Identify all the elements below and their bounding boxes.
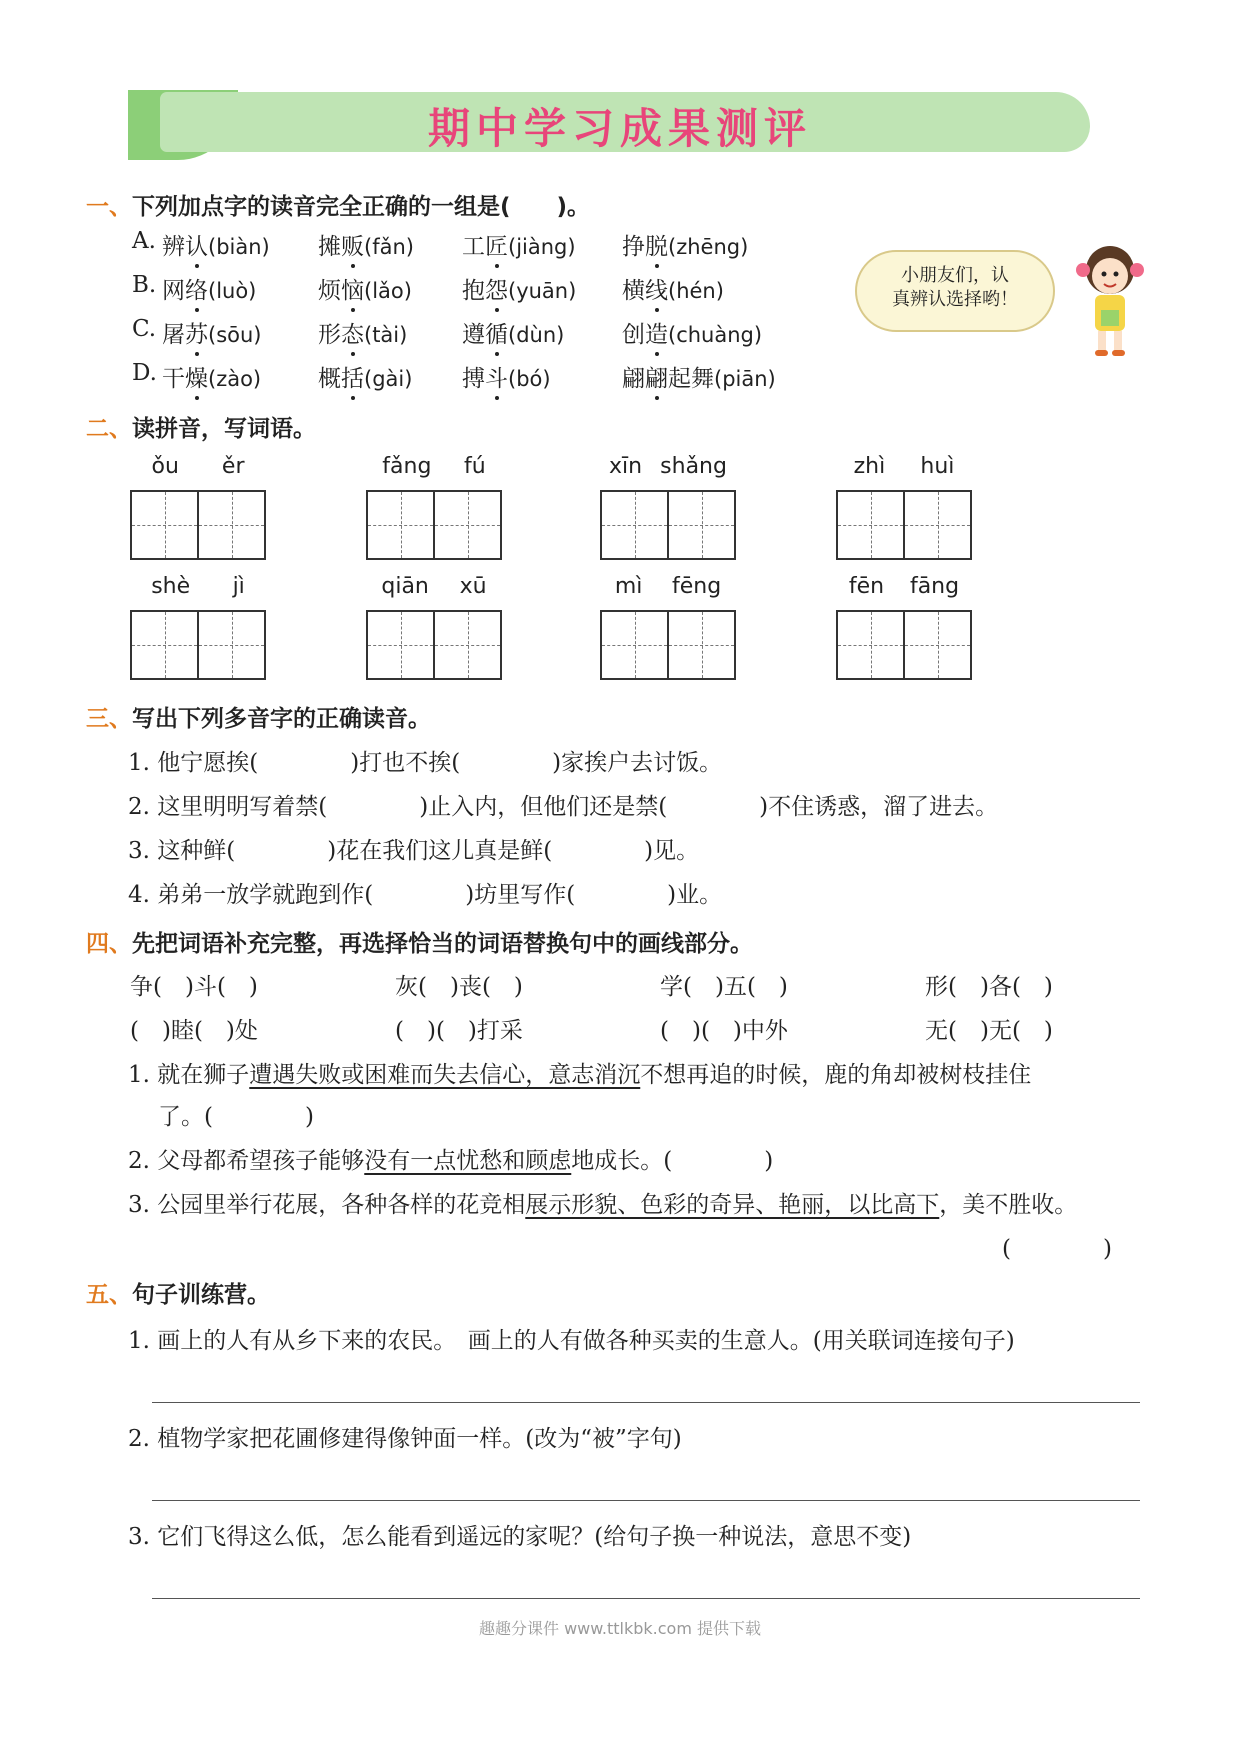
option-word xyxy=(622,228,748,261)
pinyin-reading: (luò) xyxy=(208,279,257,303)
s4-question-1 xyxy=(128,1056,1031,1089)
q1-text-c: 了。( ) xyxy=(158,1104,314,1130)
q2-text-b: 地成长。( ) xyxy=(571,1148,774,1174)
s4-question-2 xyxy=(128,1142,773,1175)
tianzige-grid[interactable] xyxy=(836,490,972,560)
pinyin-syllable: fēn xyxy=(848,574,885,599)
section-5-number: 五、 xyxy=(86,1282,132,1308)
section-4-text: 先把词语补充完整，再选择恰当的词语替换句中的画线部分。 xyxy=(132,931,753,957)
pinyin-word-box xyxy=(600,574,736,680)
idiom-1-1: 争( )斗( ) xyxy=(130,974,258,1000)
word-char: 创 xyxy=(622,322,645,348)
pinyin-word-box xyxy=(130,454,266,560)
section-4-number: 四、 xyxy=(86,931,132,957)
word-char: 形 xyxy=(318,322,341,348)
tianzige-cell[interactable] xyxy=(368,492,435,558)
dotted-char: 循 xyxy=(485,316,508,349)
pinyin-syllable: shè xyxy=(151,574,191,599)
pinyin-syllable: shǎng xyxy=(660,454,727,479)
tianzige-cell[interactable] xyxy=(905,612,970,678)
page-title: 期中学习成果测评 xyxy=(427,104,812,153)
s5-question-3: 3. 它们飞得这么低，怎么能看到遥远的家呢？(给句子换一种说法，意思不变) xyxy=(128,1524,912,1550)
q3-text-a: 3. 公园里举行花展，各种各样的花竞相 xyxy=(128,1192,526,1218)
pinyin-word-box xyxy=(130,574,266,680)
dotted-char: 认 xyxy=(185,228,208,261)
pinyin-reading: (tài) xyxy=(364,323,408,347)
pinyin-word-box xyxy=(836,574,972,680)
dotted-char: 贩 xyxy=(341,228,364,261)
tianzige-cell[interactable] xyxy=(132,492,199,558)
pinyin-row xyxy=(130,454,266,484)
option-word xyxy=(622,316,762,349)
pinyin-reading: (bó) xyxy=(508,367,551,391)
pinyin-row xyxy=(130,574,266,604)
bubble-line-2: 真辨认选择哟！ xyxy=(892,289,1018,310)
s3-line-2: 2. 这里明明写着禁( )止入内，但他们还是禁( )不住诱惑，溜了进去。 xyxy=(128,794,999,820)
dotted-char: 脱 xyxy=(645,228,668,261)
section-1-number: 一、 xyxy=(86,194,132,220)
s5-answer-line-1[interactable] xyxy=(152,1402,1140,1403)
word-char: 横 xyxy=(622,278,645,304)
pinyin-syllable: ǒu xyxy=(151,454,179,479)
tianzige-grid[interactable] xyxy=(836,610,972,680)
idiom-2-2: ( )( )打采 xyxy=(395,1018,523,1044)
pinyin-word-box xyxy=(366,454,502,560)
tianzige-cell[interactable] xyxy=(368,612,435,678)
pinyin-syllable: fāng xyxy=(909,574,960,599)
idiom-1-4: 形( )各( ) xyxy=(925,974,1053,1000)
word-char: 辨 xyxy=(162,234,185,260)
idiom-1-3: 学( )五( ) xyxy=(660,974,788,1000)
word-char: 烦 xyxy=(318,278,341,304)
pinyin-syllable: ěr xyxy=(221,454,245,479)
section-3-text: 写出下列多音字的正确读音。 xyxy=(132,706,431,732)
word-char: 屠 xyxy=(162,322,185,348)
q3-underlined: 展示形貌、色彩的奇异、艳丽，以比高下 xyxy=(525,1192,940,1218)
pinyin-reading: (dùn) xyxy=(508,323,565,347)
word-char: 干 xyxy=(162,366,185,392)
section-2-number: 二、 xyxy=(86,416,132,442)
tianzige-cell[interactable] xyxy=(602,612,669,678)
section-1-text: 下列加点字的读音完全正确的一组是( )。 xyxy=(132,194,591,220)
pinyin-syllable: zhì xyxy=(853,454,886,479)
option-word xyxy=(462,272,576,305)
option-word xyxy=(318,360,412,393)
q1-underlined: 遭遇失败或困难而失去信心，意志消沉 xyxy=(249,1062,641,1088)
q1-text-a: 1. 就在狮子 xyxy=(128,1062,250,1088)
idiom-2-3: ( )( )中外 xyxy=(660,1018,788,1044)
dotted-char: 态 xyxy=(341,316,364,349)
idiom-1-2: 灰( )丧( ) xyxy=(395,974,523,1000)
pinyin-reading: (biàn) xyxy=(208,235,270,259)
pinyin-word-box xyxy=(836,454,972,560)
dotted-char: 恼 xyxy=(341,272,364,305)
tianzige-cell[interactable] xyxy=(838,612,905,678)
pinyin-reading: (zào) xyxy=(208,367,262,391)
section-2-text: 读拼音，写词语。 xyxy=(132,416,316,442)
tianzige-grid[interactable] xyxy=(130,610,266,680)
tianzige-cell[interactable] xyxy=(199,612,264,678)
s3-line-3: 3. 这种鲜( )花在我们这儿真是鲜( )见。 xyxy=(128,838,700,864)
word-char: 网 xyxy=(162,278,185,304)
q3-text-c: ( ) xyxy=(1002,1236,1112,1262)
tianzige-grid[interactable] xyxy=(600,490,736,560)
tianzige-cell[interactable] xyxy=(905,492,970,558)
dotted-char: 翩 xyxy=(645,360,668,393)
pinyin-reading: (sōu) xyxy=(208,323,262,347)
tianzige-cell[interactable] xyxy=(838,492,905,558)
section-1-heading xyxy=(86,188,590,221)
word-char: 起舞 xyxy=(668,366,714,392)
section-2-heading xyxy=(86,410,316,443)
dotted-char: 燥 xyxy=(185,360,208,393)
pinyin-reading: (lǎo) xyxy=(364,279,412,303)
option-word xyxy=(162,316,261,349)
s3-line-4: 4. 弟弟一放学就跑到作( )坊里写作( )业。 xyxy=(128,882,723,908)
option-word xyxy=(462,360,551,393)
word-char: 工 xyxy=(462,234,485,260)
word-char: 搏 xyxy=(462,366,485,392)
pinyin-row xyxy=(600,574,736,604)
option-label[interactable]: C. xyxy=(132,316,157,342)
tianzige-grid[interactable] xyxy=(600,610,736,680)
pinyin-syllable: xīn xyxy=(609,454,643,479)
s3-line-1: 1. 他宁愿挨( )打也不挨( )家挨户去讨饭。 xyxy=(128,750,723,776)
tianzige-cell[interactable] xyxy=(435,612,500,678)
tianzige-cell[interactable] xyxy=(669,612,734,678)
tianzige-grid[interactable] xyxy=(366,490,502,560)
tianzige-grid[interactable] xyxy=(366,610,502,680)
tianzige-cell[interactable] xyxy=(435,492,500,558)
option-word xyxy=(318,316,407,349)
pinyin-reading: (fǎn) xyxy=(364,235,414,259)
dotted-char: 怨 xyxy=(485,272,508,305)
pinyin-reading: (zhēng) xyxy=(668,235,749,259)
pinyin-reading: (jiàng) xyxy=(508,235,576,259)
dotted-char: 线 xyxy=(645,272,668,305)
pinyin-word-box xyxy=(366,574,502,680)
q2-underlined: 没有一点忧愁和顾虑 xyxy=(364,1148,572,1174)
pinyin-word-box xyxy=(600,454,736,560)
dotted-char: 括 xyxy=(341,360,364,393)
tianzige-cell[interactable] xyxy=(199,492,264,558)
speech-bubble xyxy=(855,250,1055,332)
pinyin-reading: (piān) xyxy=(714,367,776,391)
word-char: 遵 xyxy=(462,322,485,348)
pinyin-reading: (hén) xyxy=(668,279,724,303)
pinyin-syllable: fú xyxy=(464,454,486,479)
girl-illustration-icon xyxy=(1065,240,1155,360)
word-char: 抱 xyxy=(462,278,485,304)
pinyin-reading: (chuàng) xyxy=(668,323,763,347)
tianzige-grid[interactable] xyxy=(130,490,266,560)
option-word xyxy=(462,228,576,261)
footer-watermark: 趣趣分课件 www.ttlkbk.com 提供下载 xyxy=(479,1619,761,1638)
section-4-heading xyxy=(86,925,753,958)
word-char: 概 xyxy=(318,366,341,392)
pinyin-syllable: mì xyxy=(614,574,643,599)
pinyin-syllable: huì xyxy=(920,454,955,479)
option-word xyxy=(622,360,776,393)
dotted-char: 斗 xyxy=(485,360,508,393)
s5-question-2: 2. 植物学家把花圃修建得像钟面一样。(改为“被”字句) xyxy=(128,1426,682,1452)
option-word xyxy=(462,316,564,349)
option-label[interactable]: B. xyxy=(132,272,157,298)
option-word xyxy=(318,272,412,305)
pinyin-row xyxy=(836,454,972,484)
pinyin-row xyxy=(366,574,502,604)
s5-answer-line-2[interactable] xyxy=(152,1500,1140,1501)
pinyin-syllable: qiān xyxy=(381,574,429,599)
idiom-2-4: 无( )无( ) xyxy=(925,1018,1053,1044)
s5-answer-line-3[interactable] xyxy=(152,1598,1140,1599)
option-label[interactable]: A. xyxy=(132,228,156,254)
pinyin-syllable: xū xyxy=(459,574,487,599)
section-3-heading xyxy=(86,700,431,733)
word-char: 翩 xyxy=(622,366,645,392)
option-word xyxy=(318,228,414,261)
option-word xyxy=(162,360,261,393)
option-word xyxy=(162,228,270,261)
s5-question-1: 1. 画上的人有从乡下来的农民。 画上的人有做各种买卖的生意人。(用关联词连接句子) xyxy=(128,1328,1015,1354)
q2-text-a: 2. 父母都希望孩子能够 xyxy=(128,1148,365,1174)
q1-text-b: 不想再追的时候，鹿的角却被树枝挂住 xyxy=(640,1062,1032,1088)
dotted-char: 造 xyxy=(645,316,668,349)
section-5-heading xyxy=(86,1276,270,1309)
tianzige-cell[interactable] xyxy=(669,492,734,558)
section-5-text: 句子训练营。 xyxy=(132,1282,270,1308)
idiom-2-1: ( )睦( )处 xyxy=(130,1018,258,1044)
tianzige-cell[interactable] xyxy=(132,612,199,678)
pinyin-syllable: jì xyxy=(232,574,245,599)
q3-text-b: ，美不胜收。 xyxy=(939,1192,1078,1218)
option-label[interactable]: D. xyxy=(132,360,157,386)
pinyin-syllable: fēng xyxy=(671,574,722,599)
s4-question-3 xyxy=(128,1186,1077,1219)
pinyin-reading: (yuān) xyxy=(508,279,577,303)
word-char: 摊 xyxy=(318,234,341,260)
pinyin-row xyxy=(366,454,502,484)
pinyin-row xyxy=(600,454,736,484)
option-word xyxy=(162,272,256,305)
dotted-char: 匠 xyxy=(485,228,508,261)
pinyin-syllable: fǎng xyxy=(382,454,432,479)
section-3-number: 三、 xyxy=(86,706,132,732)
tianzige-cell[interactable] xyxy=(602,492,669,558)
pinyin-row xyxy=(836,574,972,604)
option-word xyxy=(622,272,724,305)
dotted-char: 络 xyxy=(185,272,208,305)
bubble-line-1: 小朋友们，认 xyxy=(901,265,1009,286)
dotted-char: 苏 xyxy=(185,316,208,349)
word-char: 挣 xyxy=(622,234,645,260)
pinyin-reading: (gài) xyxy=(364,367,413,391)
